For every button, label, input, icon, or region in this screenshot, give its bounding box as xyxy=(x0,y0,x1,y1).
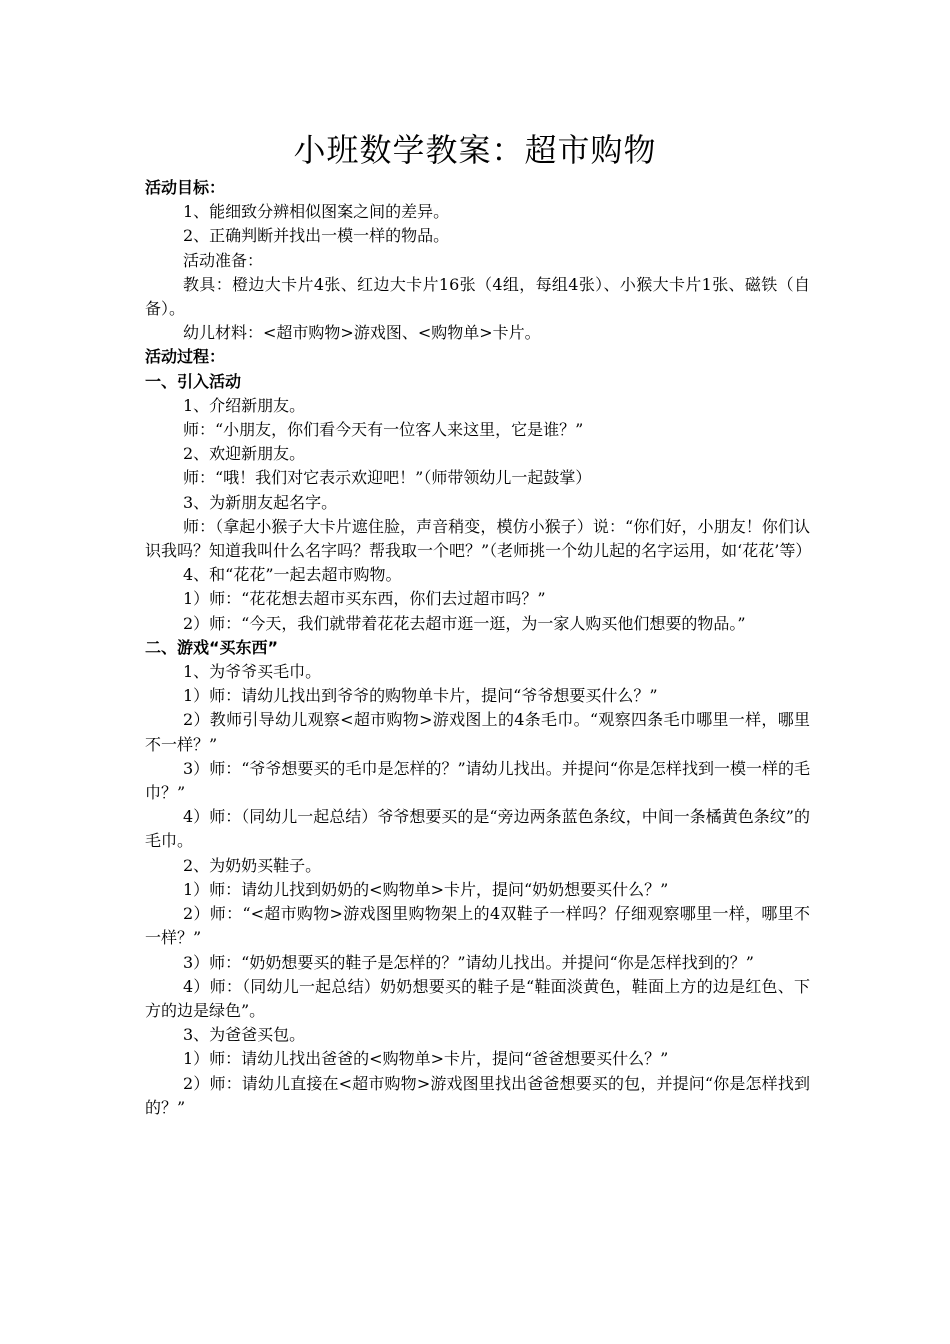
paragraph-line: 师：“小朋友，你们看今天有一位客人来这里，它是谁？” xyxy=(183,420,584,440)
paragraph-line: 1）师：请幼儿找出到爷爷的购物单卡片，提问“爷爷想要买什么？” xyxy=(183,686,658,706)
paragraph-line: 4）师：（同幼儿一起总结）爷爷想要买的是“旁边两条蓝色条纹，中间一条橘黄色条纹”的毛巾。 xyxy=(145,807,810,851)
paragraph-line: 教具：橙边大卡片4张、红边大卡片16张（4组，每组4张）、小猴大卡片1张、磁铁（自备）。 xyxy=(145,274,810,319)
page-title: 小班数学教案：超市购物 xyxy=(293,131,657,169)
paragraph-line: 4）师：（同幼儿一起总结）奶奶想要买的鞋子是“鞋面淡黄色，鞋面上方的边是红色、下方的边是绿色”。 xyxy=(145,976,810,1020)
section-heading: 一、引入活动 xyxy=(145,371,242,391)
paragraph-line: 1、为爷爷买毛巾。 xyxy=(183,662,322,682)
section-heading: 活动过程： xyxy=(145,347,226,367)
paragraph-line: 1）师：请幼儿找出爸爸的<购物单>卡片，提问“爸爸想要买什么？” xyxy=(183,1049,669,1069)
paragraph-line: 1、能细致分辨相似图案之间的差异。 xyxy=(183,202,450,222)
paragraph-line: 幼儿材料：<超市购物>游戏图、<购物单>卡片。 xyxy=(183,323,541,343)
section-heading: 二、游戏“买东西” xyxy=(145,637,279,657)
paragraph-line: 3）师：“奶奶想要买的鞋子是怎样的？”请幼儿找出。并提问“你是怎样找到的？” xyxy=(183,952,754,972)
paragraph-line: 2、欢迎新朋友。 xyxy=(183,444,306,464)
paragraph-line: 师：（拿起小猴子大卡片遮住脸，声音稍变，模仿小猴子）说：“你们好，小朋友！你们认识我吗？知道我叫什么名字吗？帮我取一个吧？”（老师挑一个幼儿起的名字运用，如‘花花’等） xyxy=(145,516,812,561)
section-heading: 活动目标： xyxy=(145,178,226,197)
paragraph-line: 2）教师引导幼儿观察<超市购物>游戏图上的4条毛巾。“观察四条毛巾哪里一样，哪里不一样？” xyxy=(145,710,810,754)
paragraph-line: 3）师：“爷爷想要买的毛巾是怎样的？”请幼儿找出。并提问“你是怎样找到一模一样的毛巾？” xyxy=(145,758,810,803)
paragraph-line: 2、为奶奶买鞋子。 xyxy=(183,855,322,875)
paragraph-line: 师：“哦！我们对它表示欢迎吧！”（师带领幼儿一起鼓掌） xyxy=(183,468,592,488)
paragraph-line: 1）师：“花花想去超市买东西，你们去过超市吗？” xyxy=(183,589,546,609)
paragraph-line: 2）师：“<超市购物>游戏图里购物架上的4双鞋子一样吗？仔细观察哪里一样，哪里不一样？” xyxy=(145,904,810,948)
paragraph-line: 活动准备： xyxy=(183,250,264,270)
paragraph-line: 2）师：“今天，我们就带着花花去超市逛一逛，为一家人购买他们想要的物品。” xyxy=(183,613,746,633)
paragraph-line: 1）师：请幼儿找到奶奶的<购物单>卡片，提问“奶奶想要买什么？” xyxy=(183,879,669,899)
paragraph-line: 4、和“花花”一起去超市购物。 xyxy=(183,565,402,585)
paragraph-line: 2）师：请幼儿直接在<超市购物>游戏图里找出爸爸想要买的包，并提问“你是怎样找到的？” xyxy=(145,1073,810,1117)
paragraph-line: 3、为爸爸买包。 xyxy=(183,1025,306,1045)
document-body xyxy=(145,176,810,1120)
paragraph-line: 3、为新朋友起名字。 xyxy=(183,492,338,512)
paragraph-line: 2、正确判断并找出一模一样的物品。 xyxy=(183,226,450,246)
paragraph-line: 1、介绍新朋友。 xyxy=(183,395,306,415)
